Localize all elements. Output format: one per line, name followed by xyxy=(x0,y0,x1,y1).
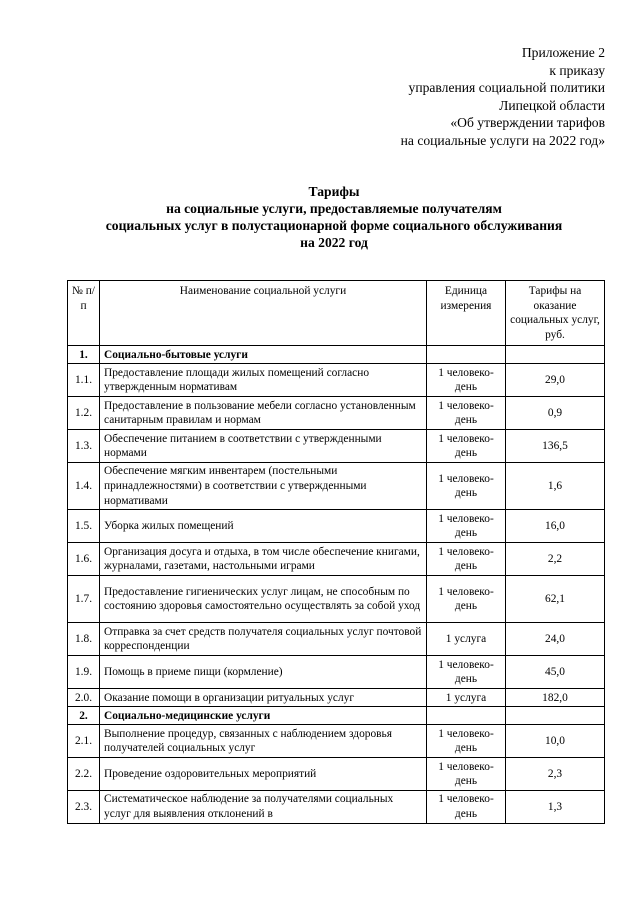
tariff-value: 2,2 xyxy=(506,543,605,576)
service-name: Социально-бытовые услуги xyxy=(100,346,427,364)
unit-of-measure: 1 услуга xyxy=(427,689,506,707)
header-name: Наименование социальной услуги xyxy=(100,281,427,346)
service-name: Социально-медицинские услуги xyxy=(100,707,427,725)
table-row xyxy=(68,397,605,430)
appendix-line: управления социальной политики xyxy=(408,80,605,95)
unit-of-measure: 1 человеко-день xyxy=(427,510,506,543)
row-number: 1.2. xyxy=(68,397,100,430)
title-line: Тарифы xyxy=(308,184,360,199)
table-row xyxy=(68,430,605,463)
header-unit: Единица измерения xyxy=(427,281,506,346)
tariff-value: 24,0 xyxy=(506,623,605,656)
table-section-row xyxy=(68,707,605,725)
row-number: 1.1. xyxy=(68,364,100,397)
unit-of-measure: 1 человеко-день xyxy=(427,463,506,510)
unit-of-measure: 1 человеко-день xyxy=(427,364,506,397)
tariff-value xyxy=(506,346,605,364)
row-number: 1.3. xyxy=(68,430,100,463)
tariff-value: 45,0 xyxy=(506,656,605,689)
row-number: 1.4. xyxy=(68,463,100,510)
service-name: Организация досуга и отдыха, в том числе обеспечение книгами, журналами, газетами, настольными играми xyxy=(100,543,427,576)
tariff-value xyxy=(506,707,605,725)
row-number: 2.3. xyxy=(68,791,100,823)
table-row xyxy=(68,463,605,510)
unit-of-measure: 1 человеко-день xyxy=(427,576,506,623)
row-number: 1.9. xyxy=(68,656,100,689)
service-name: Обеспечение мягким инвентарем (постельными принадлежностями) в соответствии с утвержденными нормативами xyxy=(100,463,427,510)
unit-of-measure: 1 человеко-день xyxy=(427,543,506,576)
unit-of-measure: 1 человеко-день xyxy=(427,758,506,791)
tariff-value: 1,6 xyxy=(506,463,605,510)
row-number: 1. xyxy=(68,346,100,364)
table-row xyxy=(68,656,605,689)
tariff-value: 16,0 xyxy=(506,510,605,543)
row-number: 1.5. xyxy=(68,510,100,543)
table-row xyxy=(68,576,605,623)
table-header-row xyxy=(68,281,605,346)
title-line: на 2022 год xyxy=(300,235,368,250)
service-name: Отправка за счет средств получателя социальных услуг почтовой корреспонденции xyxy=(100,623,427,656)
unit-of-measure: 1 человеко-день xyxy=(427,791,506,823)
title-line: социальных услуг в полустационарной форме социального обслуживания xyxy=(105,218,563,233)
table-row xyxy=(68,758,605,791)
row-number: 1.7. xyxy=(68,576,100,623)
tariff-value: 2,3 xyxy=(506,758,605,791)
service-name: Обеспечение питанием в соответствии с утвержденными нормами xyxy=(100,430,427,463)
unit-of-measure: 1 человеко-день xyxy=(427,430,506,463)
tariffs-table xyxy=(67,280,605,824)
appendix-line: «Об утверждении тарифов xyxy=(450,115,605,130)
table-row xyxy=(68,689,605,707)
unit-of-measure: 1 человеко-день xyxy=(427,656,506,689)
header-num: № п/п xyxy=(68,281,100,346)
tariff-value: 1,3 xyxy=(506,791,605,823)
unit-of-measure: 1 человеко-день xyxy=(427,725,506,758)
service-name: Проведение оздоровительных мероприятий xyxy=(100,758,427,791)
row-number: 1.6. xyxy=(68,543,100,576)
row-number: 2.0. xyxy=(68,689,100,707)
tariff-value: 62,1 xyxy=(506,576,605,623)
tariff-value: 182,0 xyxy=(506,689,605,707)
table-row xyxy=(68,510,605,543)
unit-of-measure xyxy=(427,346,506,364)
unit-of-measure: 1 услуга xyxy=(427,623,506,656)
row-number: 1.8. xyxy=(68,623,100,656)
tariff-value: 0,9 xyxy=(506,397,605,430)
table-row xyxy=(68,725,605,758)
appendix-line: Приложение 2 xyxy=(521,45,605,60)
tariff-value: 10,0 xyxy=(506,725,605,758)
table-row xyxy=(68,543,605,576)
title-line: на социальные услуги, предоставляемые получателям xyxy=(166,201,502,216)
table-row xyxy=(68,364,605,397)
service-name: Предоставление гигиенических услуг лицам, не способным по состоянию здоровья самостоятельно осуществлять за собой уход xyxy=(100,576,427,623)
appendix-line: на социальные услуги на 2022 год» xyxy=(400,132,605,148)
tariff-value: 136,5 xyxy=(506,430,605,463)
appendix-block xyxy=(401,44,605,149)
service-name: Предоставление в пользование мебели согласно установленным санитарным правилам и нормам xyxy=(100,397,427,430)
unit-of-measure: 1 человеко-день xyxy=(427,397,506,430)
service-name: Предоставление площади жилых помещений согласно утвержденным нормативам xyxy=(100,364,427,397)
table-row xyxy=(68,623,605,656)
row-number: 2. xyxy=(68,707,100,725)
header-price: Тарифы на оказание социальных услуг, руб. xyxy=(506,281,605,346)
table-section-row xyxy=(68,346,605,364)
service-name: Уборка жилых помещений xyxy=(100,510,427,543)
service-name: Помощь в приеме пищи (кормление) xyxy=(100,656,427,689)
appendix-line: Липецкой области xyxy=(499,97,605,113)
tariff-value: 29,0 xyxy=(506,364,605,397)
table-row xyxy=(68,791,605,823)
row-number: 2.1. xyxy=(68,725,100,758)
service-name: Выполнение процедур, связанных с наблюдением здоровья получателей социальных услуг xyxy=(100,725,427,758)
service-name: Оказание помощи в организации ритуальных услуг xyxy=(100,689,427,707)
appendix-line: к приказу xyxy=(549,62,605,78)
document-title xyxy=(60,183,608,251)
unit-of-measure xyxy=(427,707,506,725)
row-number: 2.2. xyxy=(68,758,100,791)
service-name: Систематическое наблюдение за получателями социальных услуг для выявления отклонений в xyxy=(100,791,427,823)
